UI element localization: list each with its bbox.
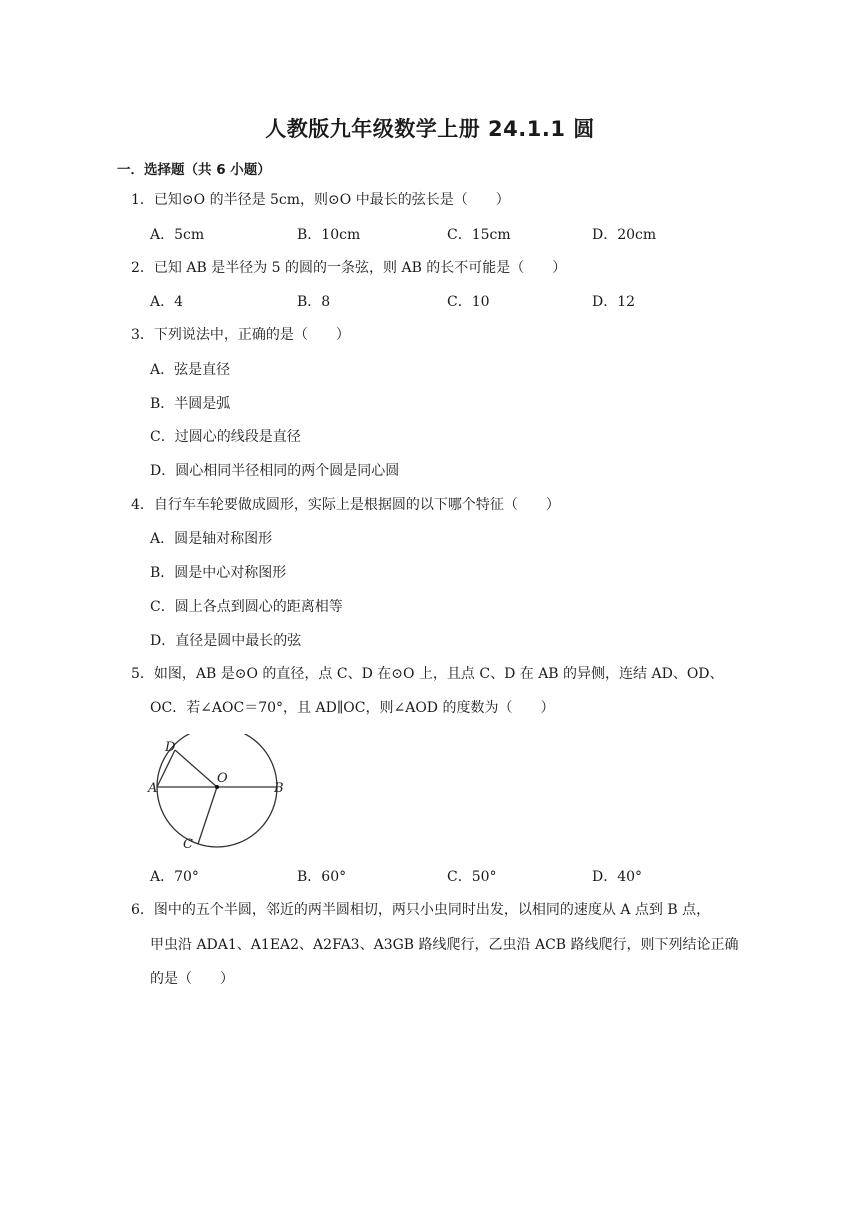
- question-2-text: 2．已知 AB 是半径为 5 的圆的一条弦，则 AB 的长不可能是（ ）: [131, 260, 567, 276]
- question-6-text-line-1: 6．图中的五个半圆，邻近的两半圆相切，两只小虫同时出发，以相同的速度从 A 点到 B 点，: [131, 902, 711, 918]
- question-3-text: 3．下列说法中，正确的是（ ）: [131, 327, 350, 343]
- label-o: O: [217, 771, 228, 786]
- circle-diagram-svg: [140, 734, 300, 854]
- section-heading: 一．选择题（共 6 小题）: [117, 162, 271, 178]
- radius-oc: [198, 787, 217, 844]
- option-a[interactable]: A．4: [150, 294, 184, 310]
- option-d[interactable]: D．直径是圆中最长的弦: [150, 633, 302, 649]
- option-b[interactable]: B．10cm: [297, 227, 361, 243]
- question-5-text-line-1: 5．如图，AB 是⊙O 的直径，点 C、D 在⊙O 上，且点 C、D 在 AB 的异侧，连结 AD、OD、: [131, 666, 724, 682]
- option-c[interactable]: C．50°: [447, 869, 497, 885]
- option-a[interactable]: A．圆是轴对称图形: [150, 531, 273, 547]
- option-d[interactable]: D．40°: [592, 869, 643, 885]
- option-b[interactable]: B．8: [297, 294, 331, 310]
- label-b: B: [274, 781, 284, 796]
- question-4-text: 4．自行车车轮要做成圆形，实际上是根据圆的以下哪个特征（ ）: [131, 497, 560, 513]
- option-b[interactable]: B．60°: [297, 869, 347, 885]
- option-c[interactable]: C．过圆心的线段是直径: [150, 429, 301, 445]
- option-d[interactable]: D．圆心相同半径相同的两个圆是同心圆: [150, 463, 400, 479]
- question-6-text-line-3: 的是（ ）: [150, 971, 234, 987]
- label-a: A: [148, 781, 158, 796]
- label-c: C: [183, 837, 193, 852]
- label-d: D: [165, 740, 176, 755]
- option-b[interactable]: B．圆是中心对称图形: [150, 565, 287, 581]
- page-title: 人教版九年级数学上册 24.1.1 圆: [265, 117, 595, 141]
- option-c[interactable]: C．10: [447, 294, 490, 310]
- option-a[interactable]: A．5cm: [150, 227, 205, 243]
- option-b[interactable]: B．半圆是弧: [150, 396, 231, 412]
- circle-diagram: [140, 734, 300, 854]
- option-a[interactable]: A．70°: [150, 869, 199, 885]
- option-c[interactable]: C．15cm: [447, 227, 511, 243]
- option-c[interactable]: C．圆上各点到圆心的距离相等: [150, 599, 343, 615]
- option-a[interactable]: A．弦是直径: [150, 362, 231, 378]
- question-5-text-line-2: OC．若∠AOC＝70°，且 AD∥OC，则∠AOD 的度数为（ ）: [150, 700, 555, 716]
- question-1-text: 1．已知⊙O 的半径是 5cm，则⊙O 中最长的弦长是（ ）: [131, 192, 510, 208]
- option-d[interactable]: D．20cm: [592, 227, 657, 243]
- option-d[interactable]: D．12: [592, 294, 636, 310]
- radius-od: [175, 750, 217, 787]
- question-6-text-line-2: 甲虫沿 ADA1、A1EA2、A2FA3、A3GB 路线爬行，乙虫沿 ACB 路线爬行，则下列结论正确: [150, 937, 739, 953]
